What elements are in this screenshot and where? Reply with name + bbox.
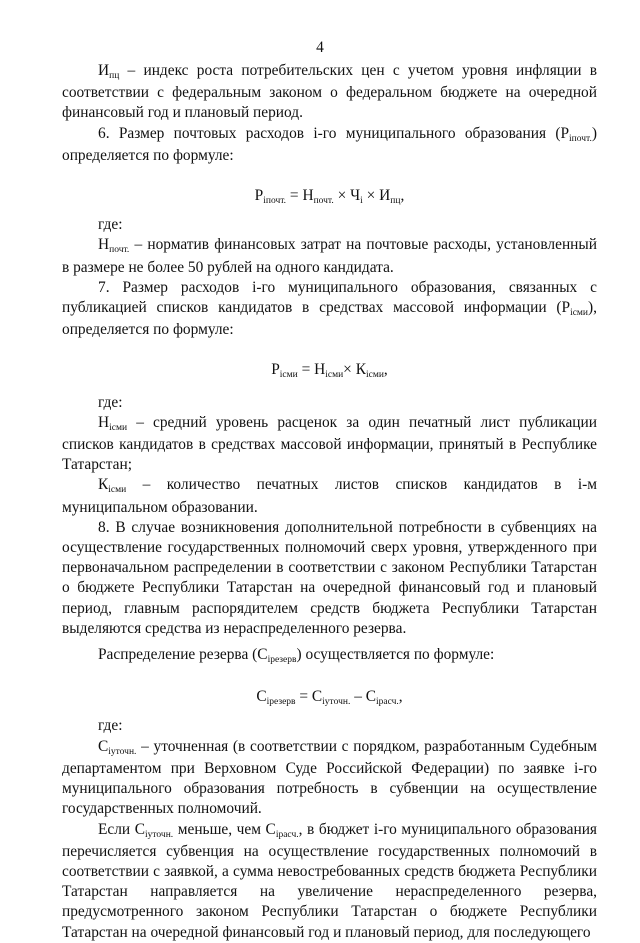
symbol: И <box>98 62 110 79</box>
subscript: iуточн. <box>145 829 174 840</box>
definition-cutochn <box>62 737 597 820</box>
paragraph-ipc-definition <box>62 61 597 124</box>
subscript: пц <box>390 196 401 207</box>
formula-part: = С <box>295 688 323 706</box>
paragraph-reserve <box>62 645 597 667</box>
formula-part: С <box>256 688 267 706</box>
definition-npocht <box>62 235 597 277</box>
symbol: С <box>98 737 109 755</box>
subscript: iрасч. <box>376 697 399 708</box>
subscript: iсми <box>109 422 128 433</box>
subscript: почт. <box>109 245 130 256</box>
subscript: iрезерв <box>267 655 297 666</box>
paragraph-7 <box>62 278 597 341</box>
paragraph-text: Распределение резерва (С <box>98 646 268 664</box>
definition-nsmi <box>62 413 597 476</box>
definition-text: – средний уровень расценок за один печатный лист публикации списков кандидатов в средствах массовой информации, принятый в Республике Татарстан; <box>62 413 597 474</box>
paragraph-8: 8. В случае возникновения дополнительной потребности в субвенциях на осуществление государственных полномочий сверх уровня, утвержденного при первоначальном распределении в соответствии с законом Республики Татарстан о бюджете Республики Татарстан на очередной финансовый год и плановый период, главным распорядителем средств бюджета Республики Татарстан выделяются средства из нераспределенного резерва. <box>62 518 597 637</box>
paragraph-if <box>62 820 597 943</box>
formula-part: , <box>400 187 405 205</box>
document-body <box>62 61 597 943</box>
definition-text: – индекс роста потребительских цен с учетом уровня инфляции в соответствии с федеральным законом о федеральном бюджете на очередной финансовый год и плановый период. <box>62 62 597 122</box>
paragraph-text: 7. Размер расходов i-го муниципального образования, связанных с публикацией списков кандидатов в средствах массовой информации (Р <box>62 278 597 317</box>
subscript: iрасч. <box>275 829 299 840</box>
subscript: iсми <box>570 308 589 319</box>
formula-part: × И <box>362 187 391 205</box>
paragraph-text-tail: , в бюджет i-го муниципального образования перечисляется субвенция на осуществление государственных полномочий в соответствии с заявкой, а сумма невостребованных средств бюджета Республики Татарстан направляется на увеличение нераспределенного резерва, предусмотренного законом Республики Татарстан о бюджете Республики Татарстан на очередной финансовый год и плановый период, для последующего <box>62 820 598 941</box>
definition-text: – норматив финансовых затрат на почтовые расходы, установленный в размере не более 50 рублей на одного кандидата. <box>62 236 597 276</box>
paragraph-text: меньше, чем С <box>173 820 276 838</box>
definition-text: – количество печатных листов списков кандидатов в i-м муниципальном образовании. <box>62 476 597 516</box>
formula-part: – С <box>350 688 376 706</box>
formula-part: × К <box>343 361 366 379</box>
subscript: iсми <box>108 485 127 496</box>
formula-part: Р <box>271 361 280 379</box>
symbol: К <box>98 476 109 494</box>
subscript: iрезерв <box>266 697 296 708</box>
subscript: iпочт. <box>263 196 287 207</box>
paragraph-text-tail: ) определяется по формуле: <box>62 124 597 164</box>
subscript: почт. <box>313 196 334 207</box>
subscript: i <box>360 196 363 207</box>
paragraph-text: Если С <box>98 820 145 838</box>
formula-part: , <box>383 361 388 379</box>
subscript: iсми <box>279 370 298 381</box>
paragraph-text: 6. Размер почтовых расходов i-го муниципального образования (Р <box>98 124 570 142</box>
subscript: iуточн. <box>322 697 351 708</box>
formula-part: = Н <box>297 361 326 379</box>
formula-part: , <box>398 688 403 706</box>
subscript: iсми <box>365 370 384 381</box>
formula-reserve <box>62 667 597 716</box>
page-number: 4 <box>316 39 324 56</box>
subscript: пц <box>109 71 120 81</box>
paragraph-6 <box>62 124 597 166</box>
subscript: iуточн. <box>108 746 137 757</box>
paragraph-text-tail: ), определяется по формуле: <box>62 299 597 339</box>
formula-postal <box>62 166 597 215</box>
definition-ksmi <box>62 475 597 517</box>
formula-part: Р <box>254 187 264 205</box>
where-label: где: <box>98 216 123 234</box>
definition-text: – уточненная (в соответствии с порядком, разработанным Судебным департаментом при Верховном Суде Российской Федерации) по заявке i-го муниципального образования потребность в субвенции на осуществление государственных полномочий. <box>62 737 597 818</box>
symbol: Н <box>98 413 110 431</box>
where-label: где: <box>98 393 123 411</box>
formula-part: × Ч <box>333 187 361 205</box>
formula-media <box>62 340 597 392</box>
paragraph-text-tail: ) осуществляется по формуле: <box>296 646 495 664</box>
subscript: iпочт. <box>569 133 592 144</box>
where-label: где: <box>98 717 123 735</box>
formula-part: = Н <box>286 187 314 205</box>
subscript: iсми <box>325 370 344 381</box>
symbol: Н <box>98 236 110 254</box>
